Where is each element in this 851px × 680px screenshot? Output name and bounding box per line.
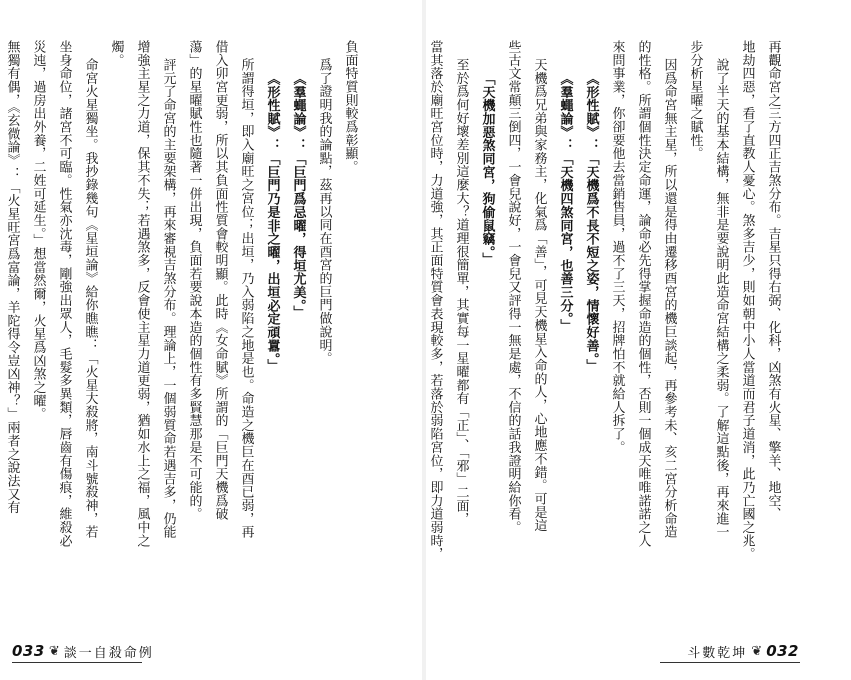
- left-page-number: 033: [12, 642, 45, 660]
- left-page: [0, 0, 425, 680]
- leaf-ornament-icon: ❦: [751, 643, 763, 659]
- leaf-ornament-icon: ❦: [48, 643, 60, 659]
- left-running-title: 談一自殺命例: [63, 645, 154, 661]
- left-footer-rule: [12, 662, 142, 663]
- left-col-8: 評元了命宮的主要架構，再來審視吉煞分布。理論上，一個弱質命若遇吉多，仍能: [160, 58, 176, 539]
- right-page-footer: [687, 640, 799, 662]
- left-col-1: 負面特質則較爲彰顯。: [342, 40, 358, 174]
- right-col-12-quote: 「天機加惡煞同宮，狗偷鼠竊。」: [479, 72, 495, 266]
- right-col-9-quote: 《羣蠅論》：「天機四煞同宮，也善三分。」: [557, 72, 573, 333]
- left-col-11: 命宮火星獨坐。我抄錄幾句《星垣論》給你瞧瞧：「火星大殺將，南斗號殺神，若: [82, 58, 98, 539]
- right-col-13: 至於爲何好壞差別這麼大？道理很簡單，其實每一星曜都有「正」、「邪」二面，: [453, 58, 469, 526]
- right-col-5: 因爲命宮無主星，所以還是得由遷移酉宮的機巨談起，再參考未、亥二宮分析命造: [661, 58, 677, 539]
- right-running-title: 斗數乾坤: [687, 645, 748, 661]
- left-page-footer: [12, 640, 154, 662]
- right-page: [425, 0, 851, 680]
- left-col-2: 爲了證明我的論點，茲再以同在酉宮的巨門做說明。: [316, 58, 332, 366]
- left-col-5: 所謂得垣，即入廟旺之宮位；出垣，乃入弱陷之地是也。命造之機巨在酉已弱，再: [238, 58, 254, 539]
- left-col-12: 坐身命位，諸宮不可臨。性氣亦沈毒，剛強出眾人，毛髮多異類，唇齒有傷痕，維殺必: [56, 40, 72, 548]
- left-col-4-quote: 《形性賦》：「巨門乃是非之曜，出垣必定頑囂。」: [264, 72, 280, 373]
- right-col-4: 步分析星曜之賦性。: [687, 40, 703, 161]
- left-col-10: 燭。: [108, 40, 124, 67]
- right-col-8-quote: 《形性賦》：「天機爲不長不短之姿，情懷好善。」: [583, 72, 599, 373]
- right-col-6: 的性格。所謂個性決定命運，論命必先得掌握命造的個性，否則一個成天唯唯諾諾之人: [635, 40, 651, 548]
- left-col-7: 蕩」的星曜賦性也隨著一併出現，負面若要說本造的個性有多賢慧那是不可能的。: [186, 40, 202, 521]
- right-page-number: 032: [766, 642, 799, 660]
- right-col-11: 些古文常顛三倒四，一會兒說好，一會兒又評得一無是處，不信的話我證明給你看。: [505, 40, 521, 534]
- right-col-2: 地劫四惡，看了直教人憂心。煞多吉少，則如朝中小人當道而君子道消，此乃亡國之兆。: [739, 40, 755, 561]
- right-col-7: 來問事業，你卻要他去當銷售員，過不了三天，招牌怕不就給人拆了。: [609, 40, 625, 454]
- left-col-9: 增強主星之力道，保其不失；若遇煞多，反會使主星力道更弱，猶如水上之福，風中之: [134, 40, 150, 548]
- right-col-10: 天機爲兄弟與家務主，化氣爲「善」，可見天機星入命的人，心地應不錯。可是這: [531, 58, 547, 533]
- right-col-14: 當其落於廟旺宮位時，力道強，其正面特質會表現較多，若落於弱陷宮位，即力道弱時，: [427, 40, 443, 561]
- left-col-14: 無獨有偶，《玄微論》：「火星旺宮爲富論，羊陀得令豈凶神？」兩者之說法又有: [4, 40, 20, 515]
- left-col-13: 災迍，過房出外養，二姓可延生。」想當然爾，火星爲凶煞之曜。: [30, 40, 46, 421]
- left-col-6: 借入卯宮更弱，所以其負面性質會較明顯。此時《女命賦》所謂的「巨門天機爲破: [212, 40, 228, 521]
- right-col-1: 再觀命宮之三方四正吉煞分布。吉星只得右弼、化科，凶煞有火星、擎羊、地空、: [765, 40, 781, 521]
- right-footer-rule: [660, 662, 800, 663]
- left-col-3-quote: 《羣蠅論》：「巨門爲忌曜，得垣尤美。」: [290, 72, 306, 320]
- right-col-3: 說了半天的基本結構，無非是要說明此造命宮結構之柔弱。了解這點後，再來進一: [713, 58, 729, 539]
